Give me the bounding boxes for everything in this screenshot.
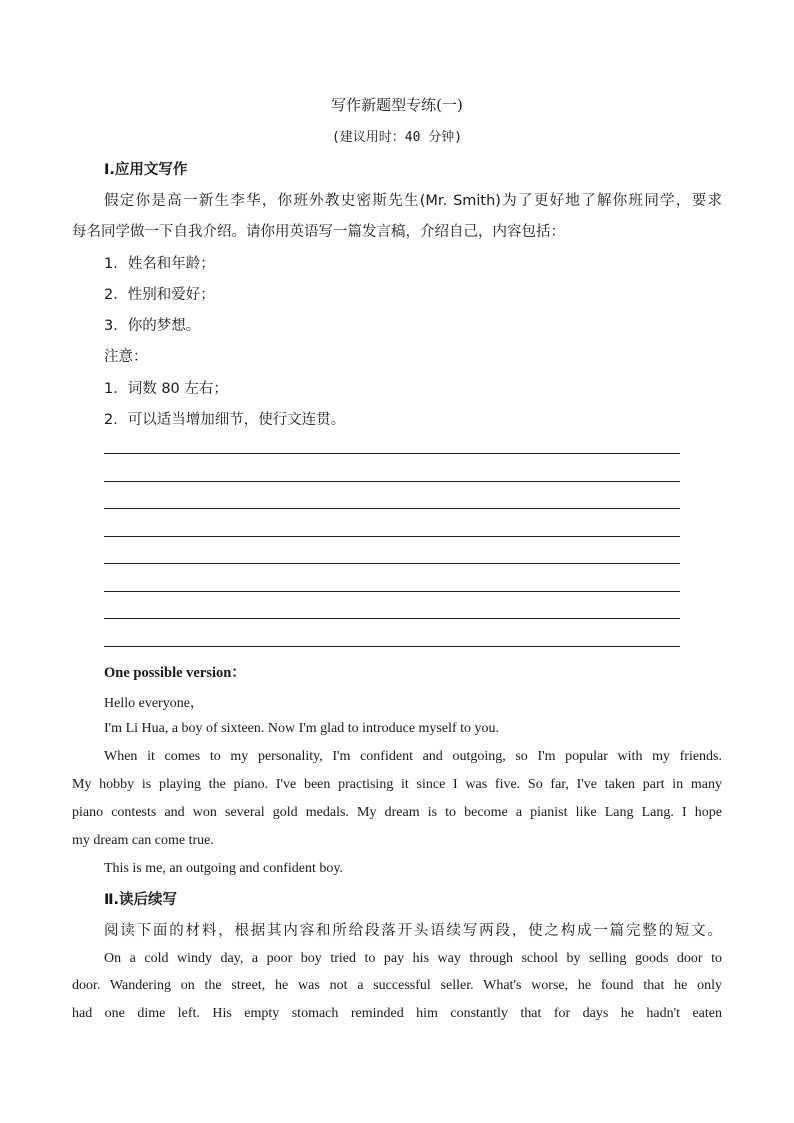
answer-line: This is me, an outgoing and confident boy. <box>104 861 343 876</box>
section-1-heading: Ⅰ.应用文写作 <box>104 162 188 178</box>
answer-line: piano contests and won several gold medals. My dream is to become a pianist like Lang Lang. I hope <box>72 805 722 820</box>
writing-line <box>104 646 680 647</box>
writing-line <box>104 481 680 482</box>
prompt-line-1: 假定你是高一新生李华，你班外教史密斯先生(Mr. Smith)为了更好地了解你班同学，要求 <box>104 193 722 209</box>
answer-line: When it comes to my personality, I'm confident and outgoing, so I'm popular with my friends. <box>104 749 722 764</box>
prompt-line-2: 每名同学做一下自我介绍。请你用英语写一篇发言稿，介绍自己，内容包括： <box>72 224 565 240</box>
content-point-1: 1．姓名和年龄； <box>104 256 215 272</box>
story-line: had one dime left. His empty stomach reminded him constantly that for days he hadn't eaten <box>72 1006 722 1021</box>
note-1: 1．词数 80 左右； <box>104 381 228 397</box>
content-point-3: 3．你的梦想。 <box>104 318 201 334</box>
answer-line: I'm Li Hua, a boy of sixteen. Now I'm glad to introduce myself to you. <box>104 721 500 736</box>
story-line: On a cold windy day, a poor boy tried to pay his way through school by selling goods door to <box>104 951 722 966</box>
section-2-heading: Ⅱ.读后续写 <box>104 892 178 908</box>
time-suggestion: (建议用时：40 分钟) <box>331 130 463 145</box>
writing-line <box>104 591 680 592</box>
page-title: 写作新题型专练(一) <box>331 96 463 114</box>
writing-line <box>104 508 680 509</box>
writing-line <box>104 618 680 619</box>
writing-line <box>104 563 680 564</box>
notes-label: 注意： <box>104 349 148 365</box>
content-point-2: 2．性别和爱好； <box>104 287 215 303</box>
writing-line <box>104 453 680 454</box>
answer-label: One possible version： <box>104 665 246 681</box>
writing-line <box>104 536 680 537</box>
answer-line: My hobby is playing the piano. I've been practising it since I was five. So far, I've taken part in many <box>72 777 722 792</box>
note-2: 2．可以适当增加细节，使行文连贯。 <box>104 412 346 428</box>
story-line: door. Wandering on the street, he was not a successful seller. What's worse, he found that he only <box>72 978 722 993</box>
section-2-prompt: 阅读下面的材料，根据其内容和所给段落开头语续写两段，使之构成一篇完整的短文。 <box>104 923 722 939</box>
answer-line: my dream can come true. <box>72 833 214 848</box>
answer-line: Hello everyone， <box>104 696 204 711</box>
